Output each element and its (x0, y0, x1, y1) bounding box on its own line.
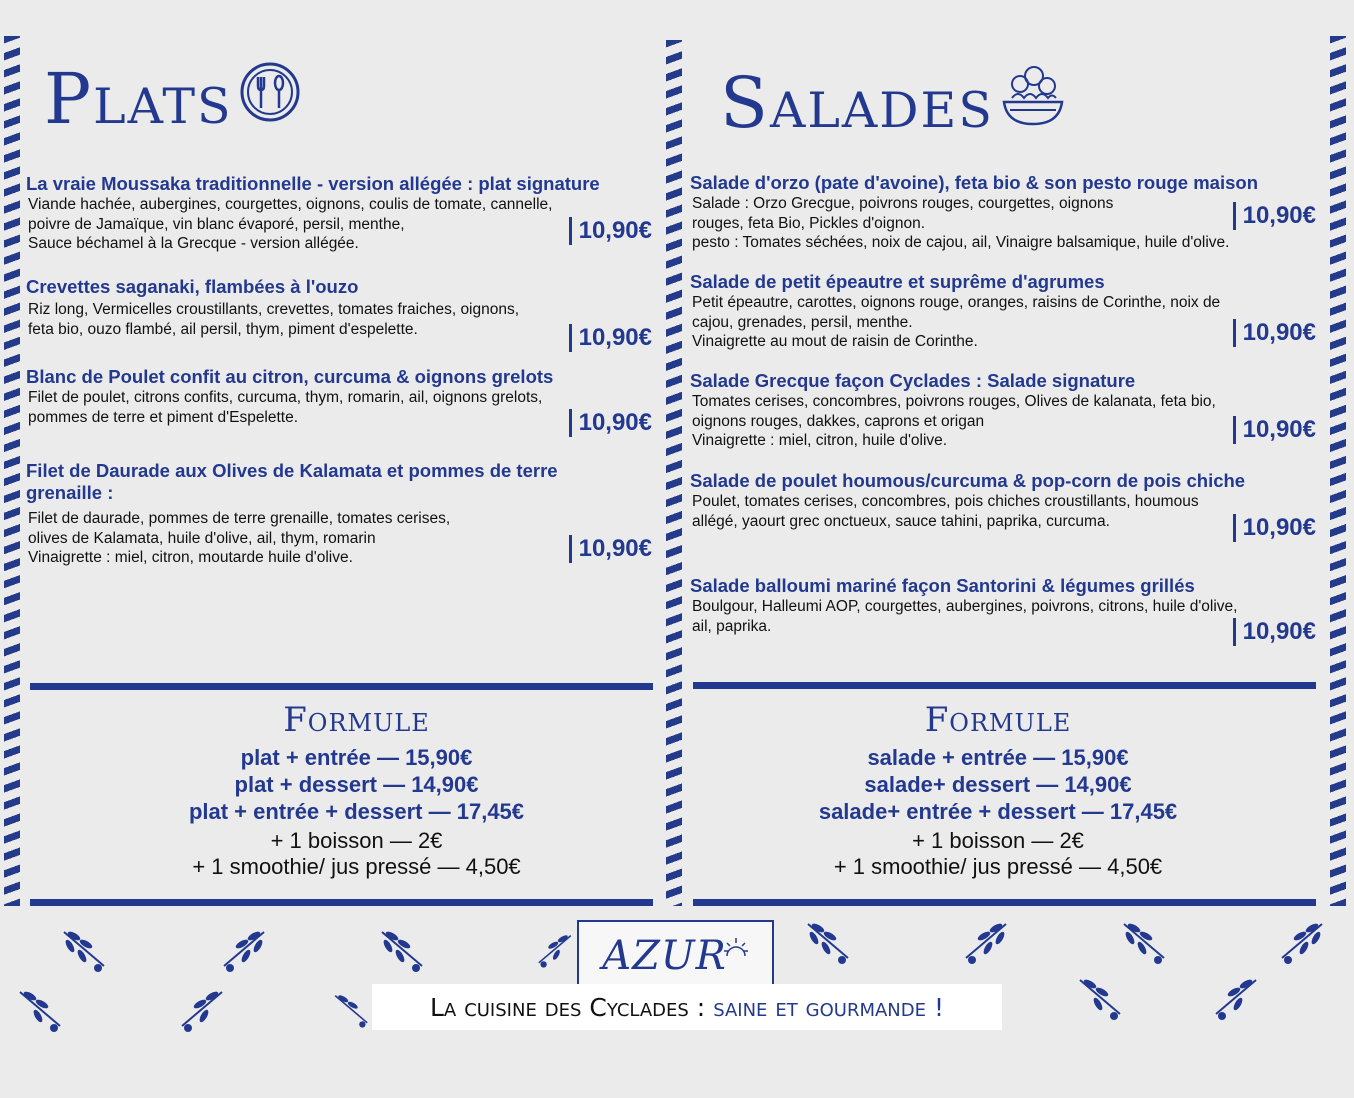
plat-description-line: Riz long, Vermicelles croustillants, crevettes, tomates fraiches, oignons, (28, 301, 520, 318)
plat-description-line: Sauce béchamel à la Grecque - version allégée. (28, 235, 359, 252)
formule-line: plat + dessert — 14,90€ (234, 772, 479, 797)
salade-item (690, 271, 1320, 352)
left-decorative-border (4, 36, 20, 906)
olive-branch-icon (176, 988, 226, 1032)
salade-price: 10,90€ (1233, 618, 1316, 646)
salade-description-line: allégé, yaourt grec onctueux, sauce tahini, paprika, curcuma. (692, 512, 1110, 530)
salade-item (690, 470, 1320, 541)
salade-item (690, 172, 1320, 253)
olive-branch-icon (804, 920, 854, 964)
salades-title (720, 58, 1066, 147)
formule-line: plat + entrée — 15,90€ (240, 745, 473, 770)
salade-description-line: cajou, grenades, persil, menthe. (692, 313, 913, 331)
plats-title-text: Plats (44, 58, 233, 140)
formule-title: Formule (283, 700, 430, 740)
section-divider (693, 899, 1316, 906)
salade-name: Salade de poulet houmous/curcuma & pop-corn de pois chiche (690, 470, 1246, 491)
salade-description-line: Boulgour, Halleumi AOP, courgettes, aubergines, poivrons, citrons, huile d'olive, (692, 598, 1238, 615)
plat-description-line: Viande hachée, aubergines, courgettes, oignons, coulis de tomate, cannelle, (28, 196, 553, 213)
olive-branch-icon (534, 928, 574, 972)
plat-description-line: Filet de daurade, pommes de terre grenaille, tomates cerises, (28, 510, 451, 527)
salade-description-line: Salade : Orzo Grecgue, poivrons rouges, courgettes, oignons (692, 195, 1114, 212)
salade-description-line: Petit épeautre, carottes, oignons rouge, oranges, raisins de Corinthe, noix de (692, 294, 1221, 311)
formule-title: Formule (924, 700, 1072, 740)
plat-name: Filet de Daurade aux Olives de Kalamata et pommes de terre grenaille : (26, 460, 558, 503)
salade-description-line: Tomates cerises, concombres, poivrons rouges, Olives de kalanata, feta bio, (692, 393, 1216, 410)
salade-description-line: Poulet, tomates cerises, concombres, pois chiches croustillants, houmous (692, 493, 1199, 510)
olive-branch-icon (378, 928, 428, 972)
salade-description-line: rouges, feta Bio, Pickles d'oignon. (692, 214, 926, 232)
plats-title (44, 58, 301, 140)
azur-logo (577, 920, 774, 992)
salade-price: 10,90€ (1233, 416, 1316, 444)
section-divider (30, 899, 653, 906)
plat-price: 10,90€ (569, 324, 652, 352)
olive-branch-icon (16, 988, 66, 1032)
plat-description-line: feta bio, ouzo flambé, ail persil, thym, piment d'espelette. (28, 320, 418, 338)
cutlery-icon (239, 58, 301, 140)
plat-description-line: Filet de poulet, citrons confits, curcuma, thym, romarin, ail, oignons grelots, (28, 389, 543, 406)
olive-branch-icon (332, 988, 372, 1032)
section-divider (693, 682, 1316, 689)
sun-icon (723, 936, 749, 962)
plat-name: La vraie Moussaka traditionnelle - version allégée : plat signature (26, 173, 600, 194)
tagline (372, 984, 1002, 1030)
plat-description-line: olives de Kalamata, huile d'olive, ail, thym, romarin (28, 529, 376, 547)
right-decorative-border (1330, 36, 1346, 906)
salad-bowl-icon (1000, 58, 1066, 147)
plat-item (26, 366, 656, 436)
formule-line: plat + entrée + dessert — 17,45€ (188, 799, 525, 824)
formule-extra: + 1 boisson — 2€ (912, 828, 1084, 853)
formule-salades (680, 700, 1316, 880)
salade-name: Salade de petit épeautre et suprême d'agrumes (690, 271, 1105, 292)
salade-description-line: Vinaigrette : miel, citron, huile d'olive. (692, 432, 948, 449)
plat-description-line: Vinaigrette : miel, citron, moutarde huile d'olive. (28, 549, 353, 566)
formule-line: salade + entrée — 15,90€ (867, 745, 1129, 770)
plat-description-line: pommes de terre et piment d'Espelette. (28, 408, 299, 426)
formule-line: salade+ entrée + dessert — 17,45€ (818, 799, 1178, 824)
logo-text: AZUR (602, 933, 727, 979)
olive-branch-icon (1120, 920, 1170, 964)
olive-branch-icon (218, 928, 268, 972)
salade-name: Salade Grecque façon Cyclades : Salade signature (690, 370, 1136, 391)
tagline-part-2: saine et gourmande ! (713, 992, 944, 1022)
olive-branch-icon (1076, 976, 1126, 1020)
plat-price: 10,90€ (569, 535, 652, 563)
formule-extra: + 1 boisson — 2€ (270, 828, 443, 853)
salades-title-text: Salades (720, 61, 994, 144)
olive-branch-icon (960, 920, 1010, 964)
salade-description-line: pesto : Tomates séchées, noix de cajou, ail, Vinaigre balsamique, huile d'olive. (692, 234, 1230, 251)
formule-line: salade+ dessert — 14,90€ (864, 772, 1132, 797)
olive-branch-icon (1276, 920, 1326, 964)
plat-item (26, 460, 656, 568)
salade-price: 10,90€ (1233, 319, 1316, 347)
salade-price: 10,90€ (1233, 202, 1316, 230)
plat-item (26, 173, 656, 254)
salade-name: Salade d'orzo (pate d'avoine), feta bio & son pesto rouge maison (690, 172, 1258, 193)
plat-item (26, 276, 656, 351)
plat-price: 10,90€ (569, 409, 652, 437)
tagline-part-1: La cuisine des Cyclades : (430, 992, 706, 1022)
formule-extra: + 1 smoothie/ jus pressé — 4,50€ (833, 854, 1163, 879)
formule-extra: + 1 smoothie/ jus pressé — 4,50€ (192, 854, 521, 879)
salade-description-line: oignons rouges, dakkes, caprons et origan (692, 412, 985, 430)
salade-price: 10,90€ (1233, 514, 1316, 542)
olive-branch-icon (1210, 976, 1260, 1020)
olive-branch-icon (60, 928, 110, 972)
salade-item (690, 370, 1320, 451)
salade-description-line: Vinaigrette au mout de raisin de Corinthe. (692, 333, 978, 350)
plat-price: 10,90€ (569, 217, 652, 245)
salade-item (690, 575, 1320, 645)
plat-name: Blanc de Poulet confit au citron, curcuma & oignons grelots (26, 366, 554, 387)
section-divider (30, 683, 653, 690)
formule-plats (30, 700, 683, 880)
salade-name: Salade balloumi mariné façon Santorini & légumes grillés (690, 575, 1195, 596)
salade-description-line: ail, paprika. (692, 617, 772, 635)
plat-description-line: poivre de Jamaïque, vin blanc évaporé, persil, menthe, (28, 215, 405, 233)
plat-name: Crevettes saganaki, flambées à l'ouzo (26, 276, 359, 297)
